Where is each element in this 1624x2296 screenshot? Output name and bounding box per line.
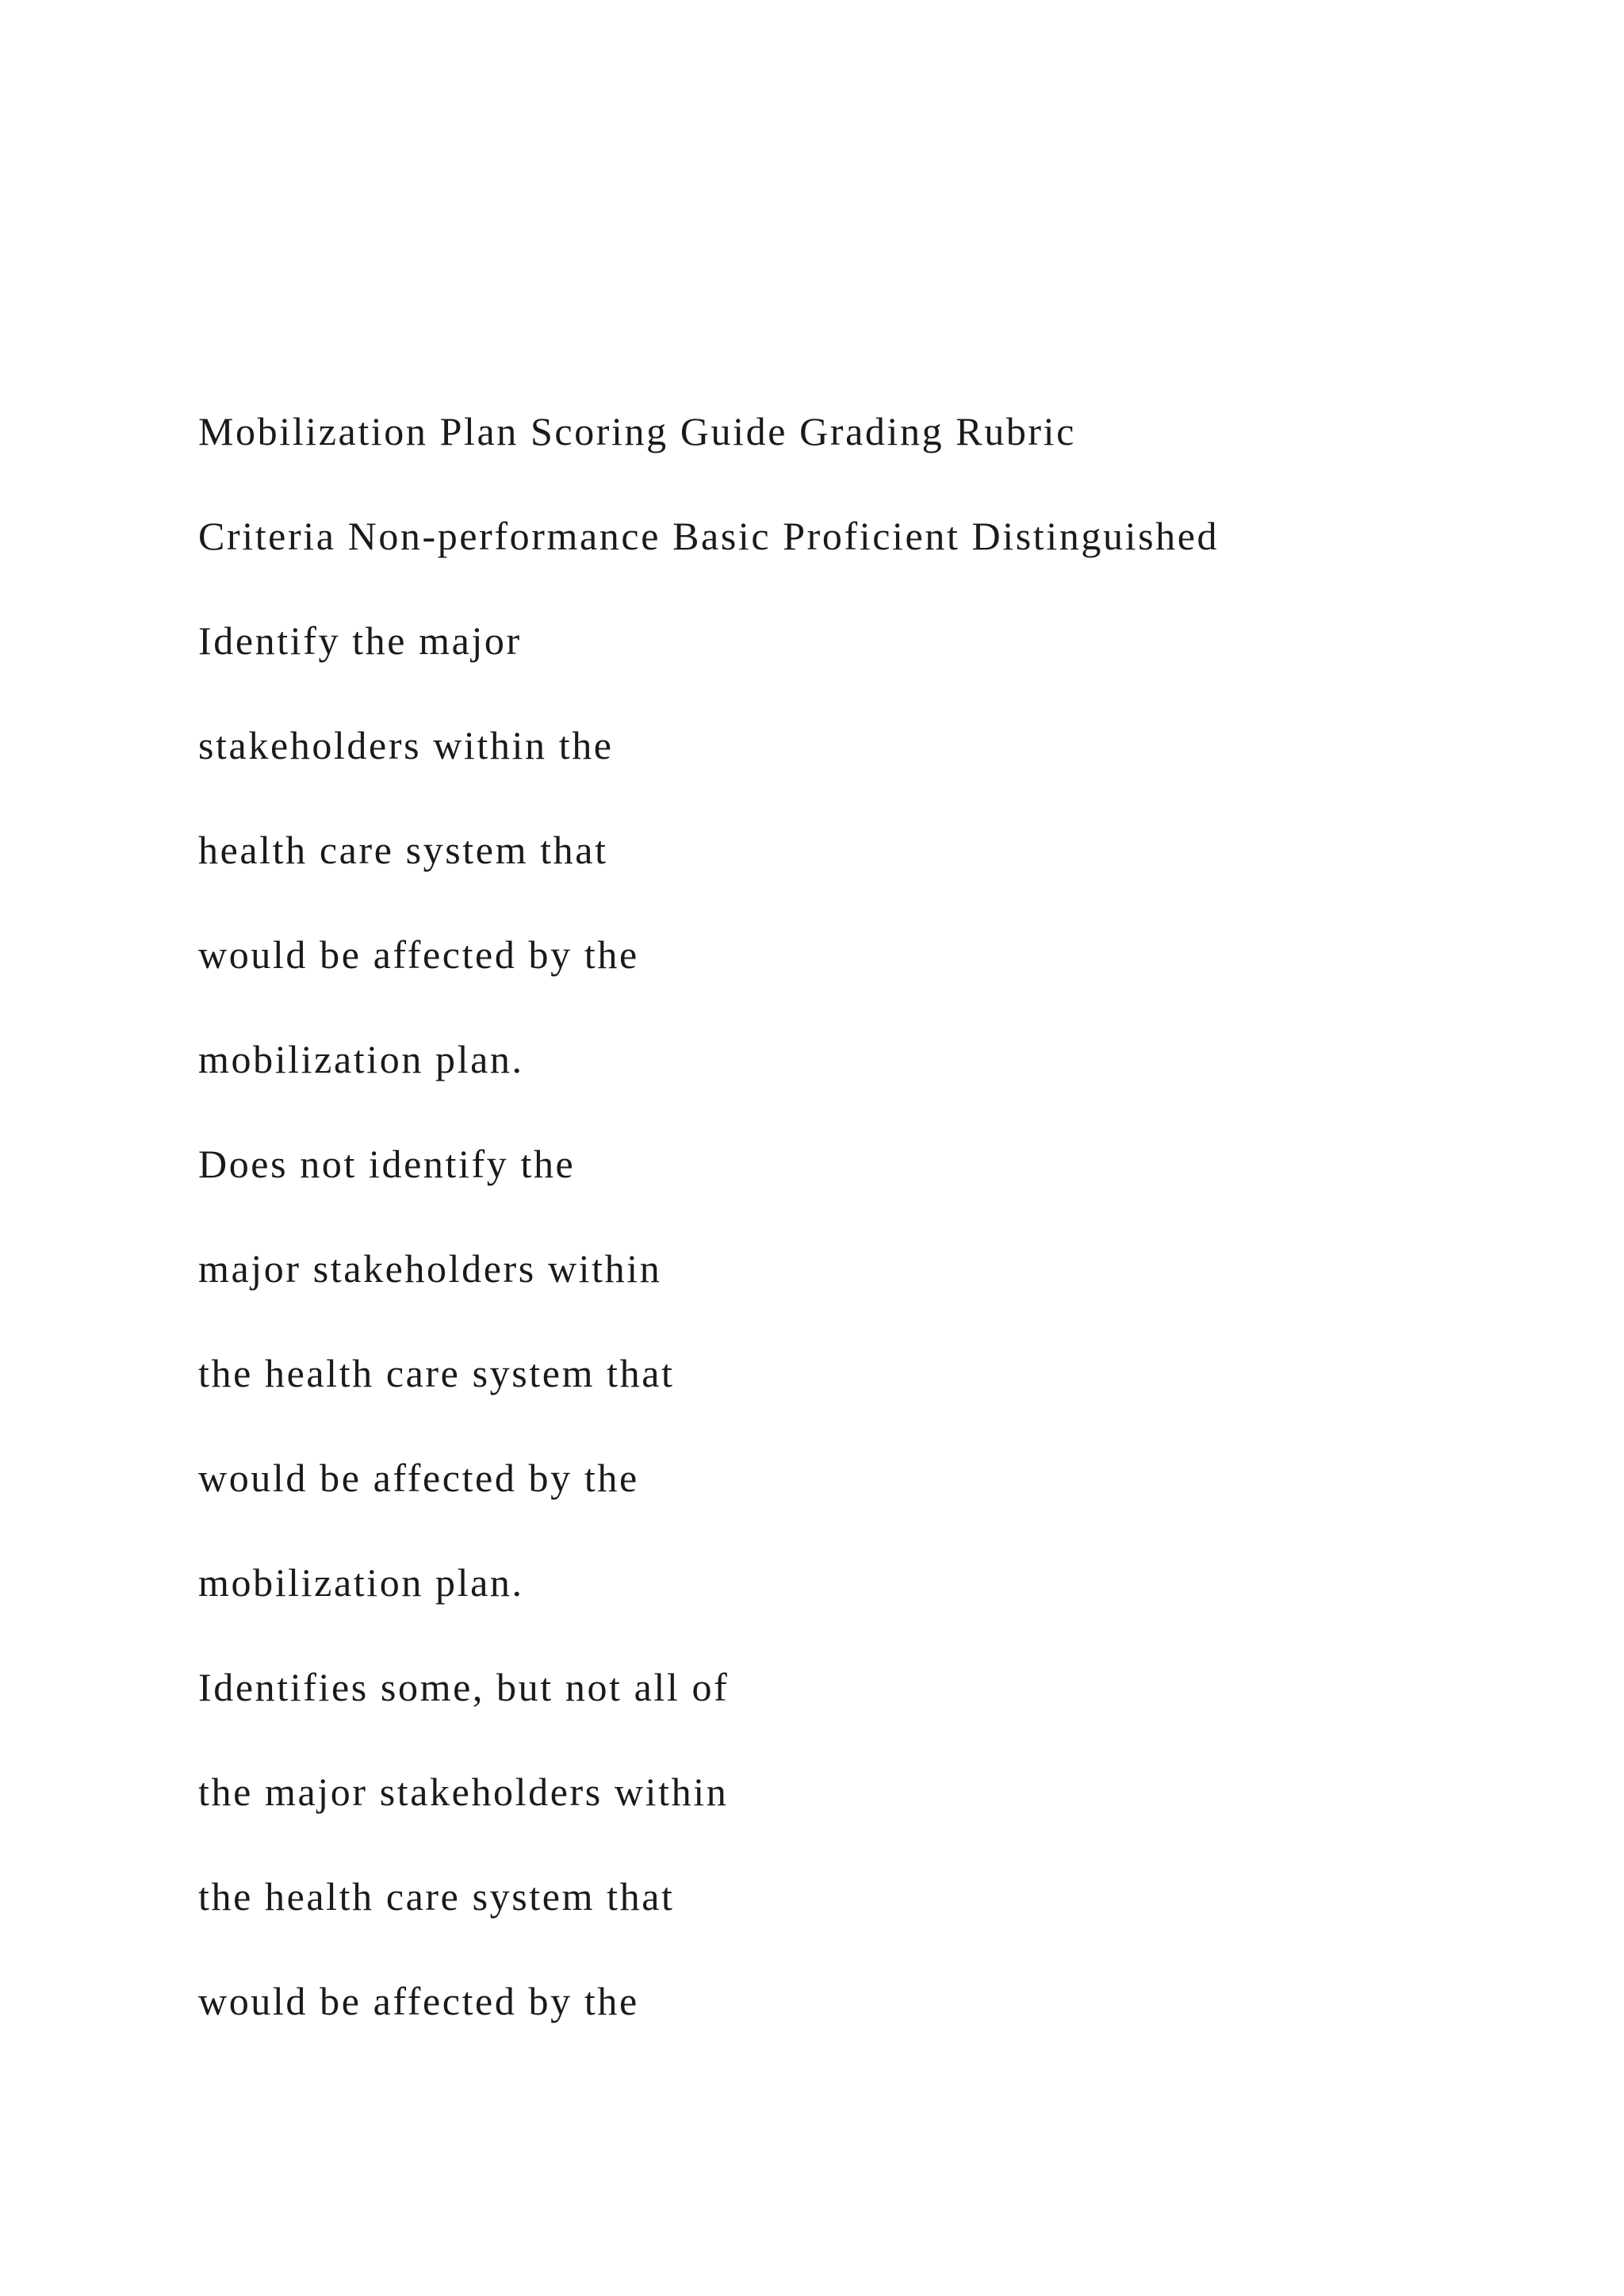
non-performance-text-line: the health care system that	[198, 1351, 675, 1395]
criteria-text-line: health care system that	[198, 828, 608, 872]
rubric-header-row: Criteria Non-performance Basic Proficient Distinguished	[198, 514, 1220, 558]
non-performance-text-line: Does not identify the	[198, 1142, 576, 1186]
basic-text-line: the major stakeholders within	[198, 1770, 729, 1814]
criteria-text-line: stakeholders within the	[198, 723, 614, 767]
basic-text-line: would be affected by the	[198, 1979, 639, 2023]
criteria-text-line: would be affected by the	[198, 932, 639, 977]
document-title: Mobilization Plan Scoring Guide Grading Rubric	[198, 409, 1076, 453]
non-performance-text-line: mobilization plan.	[198, 1560, 524, 1605]
non-performance-text-line: would be affected by the	[198, 1456, 639, 1500]
document-body	[198, 401, 1546, 2076]
criteria-text-line: Identify the major	[198, 618, 522, 663]
basic-text-line: the health care system that	[198, 1874, 675, 1919]
non-performance-text-line: major stakeholders within	[198, 1246, 662, 1291]
basic-text-line: Identifies some, but not all of	[198, 1665, 730, 1709]
criteria-text-line: mobilization plan.	[198, 1037, 524, 1081]
